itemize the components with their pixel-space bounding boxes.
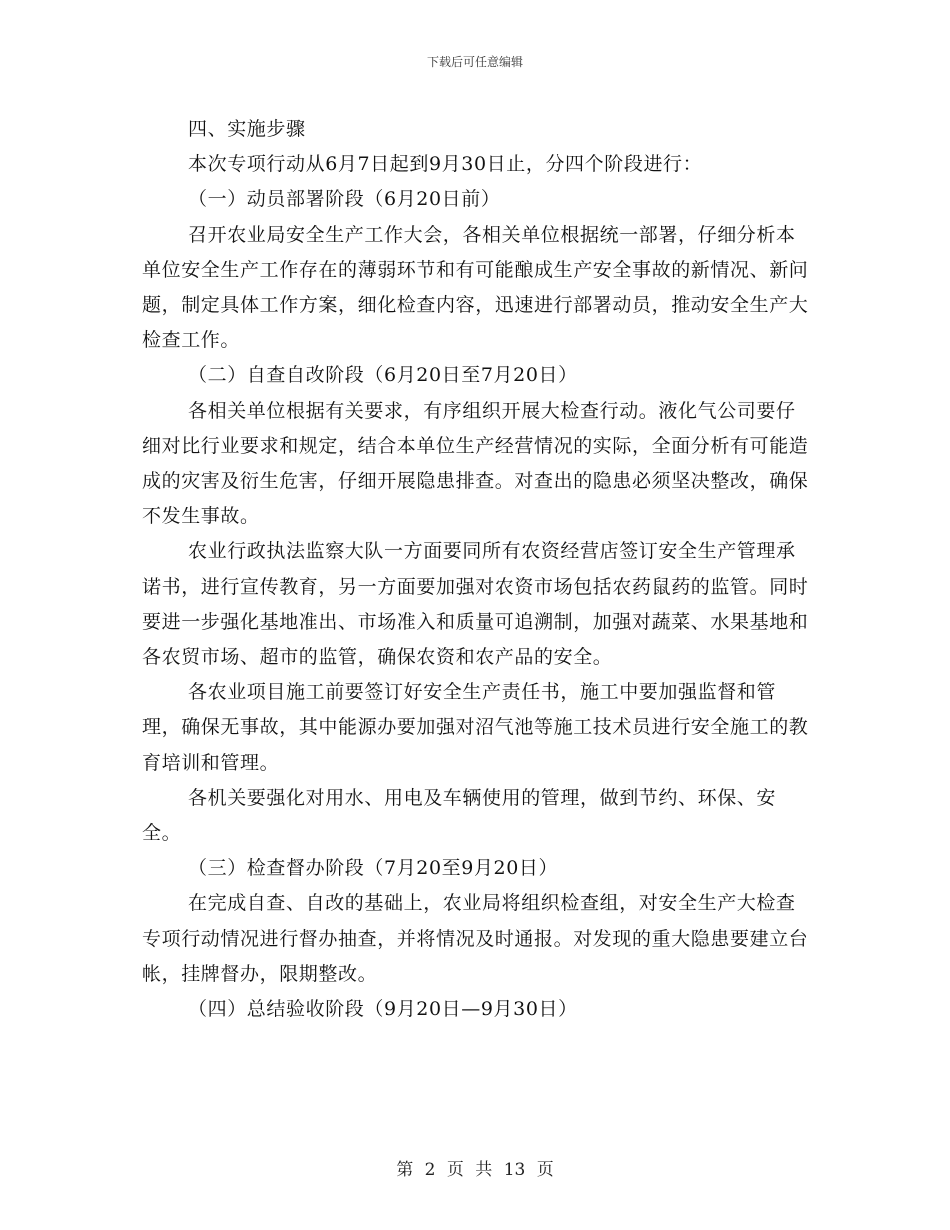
phase-2-paragraph-1: 各相关单位根据有关要求，有序组织开展大检查行动。液化气公司要仔细对比行业要求和规定，结合本单位生产经营情况的实际，全面分析有可能造成的灾害及衍生危害，仔细开展隐患排查。对查出的隐患必须坚决整改，确保不发生事故。 [142, 399, 809, 528]
page-number: 第 2 页 共 13 页 [396, 1160, 554, 1180]
phase-2-paragraph-3: 各农业项目施工前要签订好安全生产责任书，施工中要加强监督和管理，确保无事故，其中能源办要加强对沼气池等施工技术员进行安全施工的教育培训和管理。 [142, 681, 809, 774]
page-header-note: 下载后可任意编辑 [426, 55, 523, 69]
section-heading: 四、实施步骤 [188, 118, 306, 140]
phase-heading-4: （四）总结验收阶段（9月20日—9月30日） [188, 998, 578, 1021]
phase-2-paragraph-2: 农业行政执法监察大队一方面要同所有农资经营店签订安全生产管理承诺书，进行宣传教育，另一方面要加强对农资市场包括农药鼠药的监管。同时要进一步强化基地准出、市场准入和质量可追溯制，加强对蔬菜、水果基地和各农贸市场、超市的监管，确保农资和农产品的安全。 [142, 540, 809, 669]
phase-2-paragraph-4: 各机关要强化对用水、用电及车辆使用的管理，做到节约、环保、安全。 [142, 786, 777, 845]
phase-heading-2: （二）自查自改阶段（6月20日至7月20日） [188, 364, 578, 387]
phase-heading-1: （一）动员部署阶段（6月20日前） [188, 188, 501, 211]
phase-heading-3: （三）检查督办阶段（7月20至9月20日） [188, 857, 559, 880]
phase-1-paragraph: 召开农业局安全生产工作大会，各相关单位根据统一部署，仔细分析本单位安全生产工作存在的薄弱环节和有可能酿成生产安全事故的新情况、新问题，制定具体工作方案，细化检查内容，迅速进行部署动员，推动安全生产大检查工作。 [142, 223, 809, 352]
phase-3-paragraph: 在完成自查、自改的基础上，农业局将组织检查组，对安全生产大检查专项行动情况进行督办抽查，并将情况及时通报。对发现的重大隐患要建立台帐，挂牌督办，限期整改。 [142, 892, 809, 985]
document-body [142, 112, 814, 1027]
intro-paragraph: 本次专项行动从6月7日起到9月30日止，分四个阶段进行： [188, 153, 703, 176]
